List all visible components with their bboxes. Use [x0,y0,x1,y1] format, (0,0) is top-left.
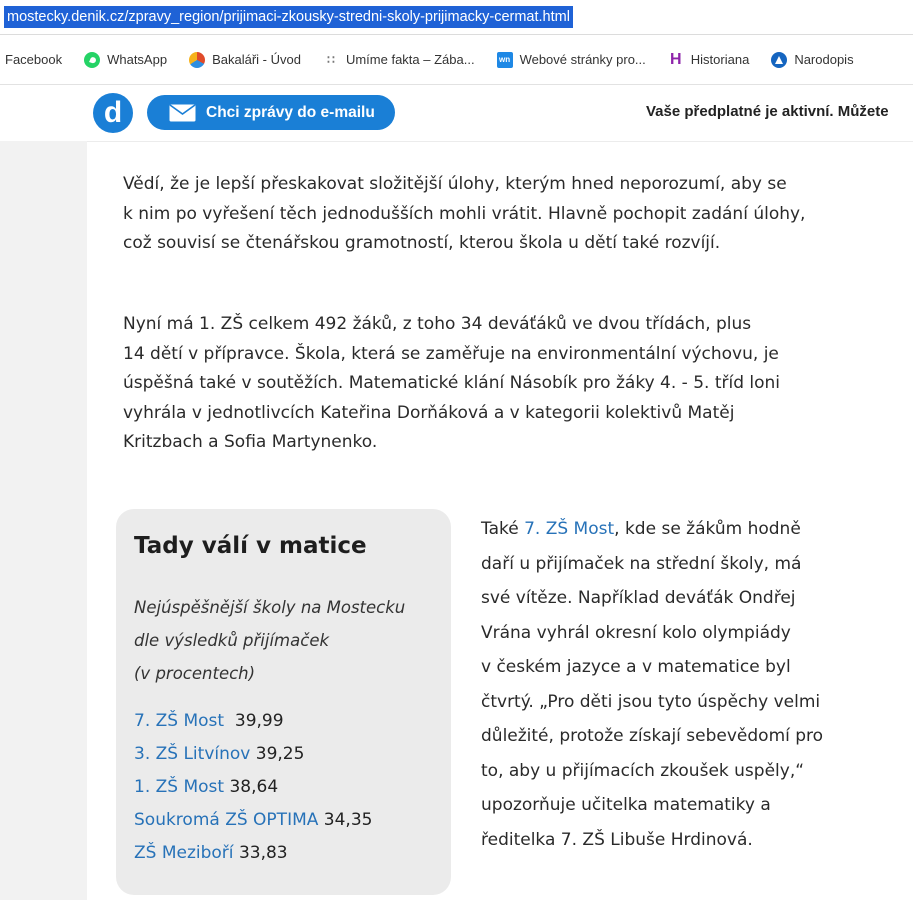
bakalari-icon [189,52,205,68]
school-link[interactable]: ZŠ Meziboří [134,843,234,863]
infobox-title: Tady válí v matice [134,533,367,559]
text-line: Kritzbach a Sofia Martynenko. [123,432,378,452]
bookmark-label: Umíme fakta – Zába... [345,52,475,67]
school-score: 39,99 [234,711,284,731]
email-button-label: Chci zprávy do e-mailu [206,103,375,121]
bookmark-label: Webové stránky pro... [519,52,646,67]
school-link[interactable]: Soukromá ZŠ OPTIMA [134,810,319,830]
text-line: úspěšná také v soutěžích. Matematické klání Násobík pro žáky 4. - 5. tříd loni [123,373,781,393]
ranking-item [134,837,372,870]
envelope-icon [169,104,196,122]
wn-icon: wn [497,52,513,68]
school-link[interactable]: 1. ZŠ Most [134,777,225,797]
text-fragment: Také [481,519,525,539]
ranking-infobox [116,509,451,895]
historiana-icon: H [670,50,682,68]
text-line: Vědí, že je lepší přeskakovat složitější úlohy, kterým hned neporozumí, aby se [123,174,787,194]
article-side-text [481,512,851,857]
text-line: vyhrála v jednotlivcích Kateřina Dorňáková a v kategorii kolektivů Matěj [123,402,735,423]
site-header [0,85,913,142]
infobox-subtitle [134,591,434,690]
text-line: důležité, protože získají sebevědomí pro [481,726,824,746]
text-line: čtvrtý. „Pro děti jsou tyto úspěchy velmi [481,691,821,712]
school-score: 38,64 [229,777,279,797]
whatsapp-icon [84,52,100,68]
email-newsletter-button[interactable] [147,95,395,130]
school-score: 34,35 [323,810,373,830]
bookmark-facebook[interactable] [5,52,62,67]
bookmark-bakalari[interactable] [189,52,301,68]
logo-letter: d [103,96,123,129]
school-link[interactable]: 3. ZŠ Litvínov [134,744,251,764]
school-score: 39,25 [255,744,305,764]
bookmark-umime-fakta[interactable] [323,52,475,68]
ranking-item [134,705,372,738]
school-link[interactable]: 7. ZŠ Most [524,519,615,539]
left-gutter [0,141,87,900]
bookmark-narodopis[interactable] [771,52,853,68]
subtitle-line: (v procentech) [134,664,256,683]
bookmark-webove-stranky[interactable] [497,52,646,68]
paragraph-2 [123,310,780,458]
school-score: 33,83 [238,843,288,863]
text-line: ředitelka 7. ZŠ Libuše Hrdinová. [481,829,753,850]
bookmark-historiana[interactable] [668,52,750,68]
bookmark-label: Facebook [5,52,63,67]
bookmarks-bar [0,35,913,85]
text-line: k nim po vyřešení těch jednodušších mohli vrátit. Hlavně pochopit zadání úlohy, [123,203,806,224]
text-line: to, aby u přijímacích zkoušek uspěly,“ [481,760,805,781]
ranking-item [134,738,372,771]
bookmark-label: Historiana [690,52,750,67]
text-line: 14 dětí v přípravce. Škola, která se zaměřuje na environmentální výchovu, je [123,343,779,364]
subtitle-line: dle výsledků přijímaček [134,631,330,650]
subtitle-line: Nejúspěšnější školy na Mostecku [134,598,406,617]
paragraph-1 [123,170,843,259]
text-line: což souvisí se čtenářskou gramotností, kterou škola u dětí také rozvíjí. [123,233,721,253]
subscription-status: Vaše předplatné je aktivní. Můžete [646,103,889,120]
narodopis-icon [771,52,787,68]
bookmark-label: Bakaláři - Úvod [212,52,301,67]
ranking-item [134,771,372,804]
umime-icon: ∷ [327,52,335,67]
denik-logo[interactable] [93,93,133,133]
bookmark-whatsapp[interactable] [84,52,167,68]
bookmark-label: WhatsApp [107,52,168,67]
text-line: své vítěze. Například deváťák Ondřej [481,588,796,608]
address-bar[interactable] [0,0,913,35]
text-line: upozorňuje učitelka matematiky a [481,795,771,815]
article-body [123,170,843,452]
bookmark-label: Narodopis [794,52,854,67]
text-fragment: , kde se žákům hodně [614,519,801,539]
ranking-item [134,804,372,837]
text-line: Vrána vyhrál okresní kolo olympiády [481,622,791,643]
url-text[interactable]: mostecky.denik.cz/zpravy_region/prijimaci-zkousky-stredni-skoly-prijimacky-cermat.html [4,6,573,28]
ranking-list [134,705,372,870]
text-line: Nyní má 1. ZŠ celkem 492 žáků, z toho 34 deváťáků ve dvou třídách, plus [123,314,752,334]
school-link[interactable]: 7. ZŠ Most [134,711,225,731]
text-line: v českém jazyce a v matematice byl [481,657,791,677]
text-line: daří u přijímaček na střední školy, má [481,553,802,574]
